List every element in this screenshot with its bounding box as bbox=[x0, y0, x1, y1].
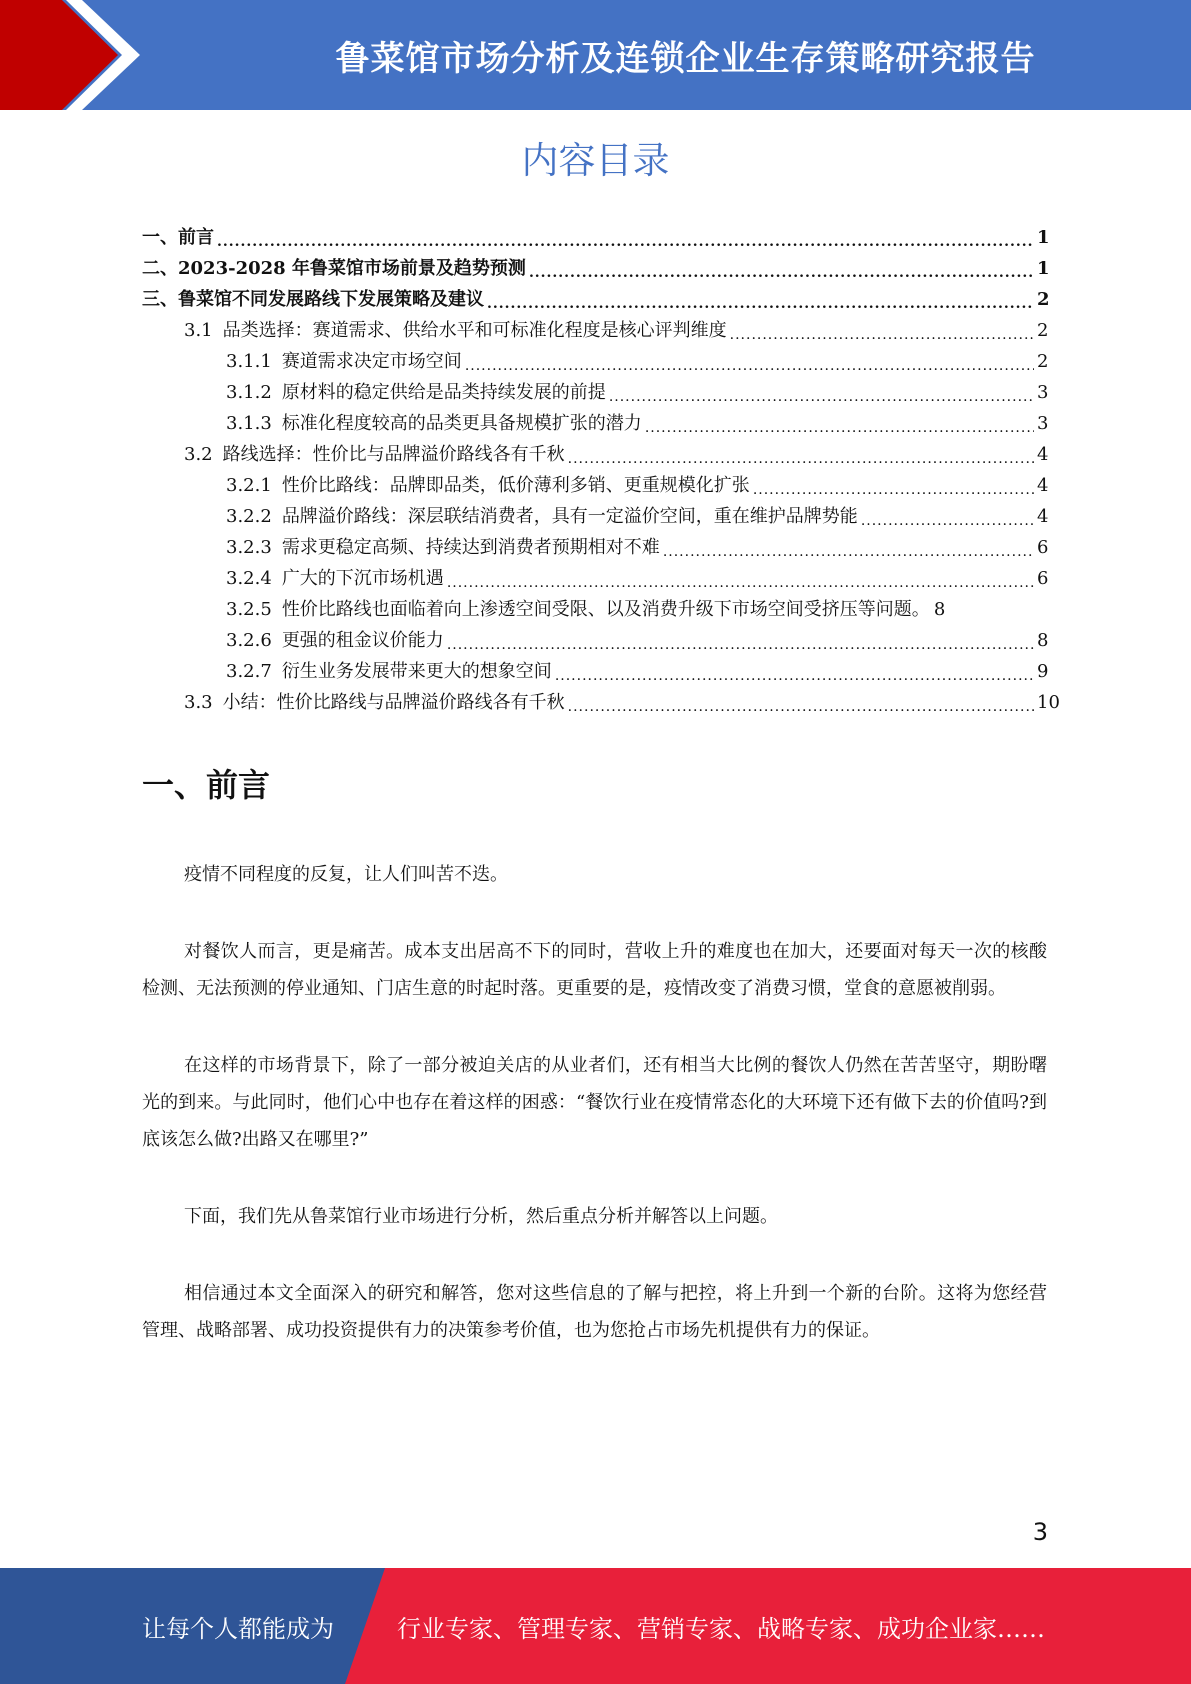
toc-entry-text: 更强的租金议价能力 bbox=[281, 630, 444, 651]
toc-entry[interactable] bbox=[142, 439, 1047, 470]
toc-entry-number: 3.3 bbox=[184, 692, 213, 713]
toc-page-number: 2 bbox=[1037, 351, 1049, 372]
paragraph: 在这样的市场背景下，除了一部分被迫关店的从业者们，还有相当大比例的餐饮人仍然在苦苦坚守，期盼曙光的到来。与此同时，他们心中也存在着这样的困惑：“餐饮行业在疫情常态化的大环境下还有做下去的价值吗?到底该怎么做?出路又在哪里?” bbox=[142, 1055, 1047, 1150]
toc-leader-dots bbox=[568, 448, 1034, 470]
toc-leader-dots bbox=[568, 696, 1034, 718]
toc-leader-dots bbox=[645, 417, 1034, 439]
toc-entry-text: 品牌溢价路线：深层联结消费者，具有一定溢价空间，重在维护品牌势能 bbox=[281, 506, 858, 527]
toc-title: 内容目录 bbox=[521, 139, 670, 182]
toc-page-number: 1 bbox=[1037, 258, 1050, 279]
toc-entry-text: 路线选择：性价比与品牌溢价路线各有千秋 bbox=[222, 444, 565, 465]
toc-entry-number: 3.1.1 bbox=[226, 351, 272, 372]
paragraph: 疫情不同程度的反复，让人们叫苦不迭。 bbox=[184, 864, 508, 885]
toc-leader-dots bbox=[487, 293, 1034, 315]
header-chevron-decoration bbox=[0, 0, 160, 110]
toc-leader-dots bbox=[730, 324, 1034, 346]
toc-page-number: 6 bbox=[1037, 537, 1049, 558]
page-number: 3 bbox=[1032, 1518, 1048, 1546]
toc-entry[interactable] bbox=[142, 501, 1047, 532]
toc-entry-text: 衍生业务发展带来更大的想象空间 bbox=[281, 661, 552, 682]
table-of-contents bbox=[142, 222, 1060, 718]
toc-entry-number: 3.2 bbox=[184, 444, 213, 465]
toc-entry[interactable] bbox=[142, 470, 1047, 501]
toc-leader-dots bbox=[753, 479, 1034, 501]
toc-entry-text: 二、2023-2028 年鲁菜馆市场前景及趋势预测 bbox=[142, 258, 526, 279]
toc-entry-number: 3.1 bbox=[184, 320, 213, 341]
toc-entry-text: 小结：性价比路线与品牌溢价路线各有千秋 bbox=[222, 692, 565, 713]
toc-page-number: 2 bbox=[1037, 320, 1049, 341]
toc-entry-text: 原材料的稳定供给是品类持续发展的前提 bbox=[281, 382, 606, 403]
toc-entry[interactable] bbox=[142, 687, 1060, 718]
toc-entry[interactable] bbox=[142, 408, 1047, 439]
toc-entry-text: 三、鲁菜馆不同发展路线下发展策略及建议 bbox=[142, 289, 484, 310]
toc-entry-text: 一、前言 bbox=[142, 227, 214, 248]
toc-leader-dots bbox=[447, 634, 1034, 656]
toc-entry[interactable] bbox=[142, 284, 1050, 315]
toc-leader-dots bbox=[529, 262, 1034, 284]
paragraph: 下面，我们先从鲁菜馆行业市场进行分析，然后重点分析并解答以上问题。 bbox=[184, 1206, 778, 1227]
toc-entry-text: 广大的下沉市场机遇 bbox=[281, 568, 444, 589]
section-body bbox=[142, 856, 1047, 1389]
toc-page-number: 8 bbox=[933, 599, 946, 620]
toc-page-number: 6 bbox=[1037, 568, 1049, 589]
toc-entry[interactable] bbox=[142, 346, 1047, 377]
toc-entry[interactable] bbox=[142, 315, 1047, 346]
toc-page-number: 1 bbox=[1037, 227, 1050, 248]
toc-entry-number: 3.2.1 bbox=[226, 475, 272, 496]
report-title: 鲁菜馆市场分析及连锁企业生存策略研究报告 bbox=[335, 38, 1036, 79]
toc-page-number: 10 bbox=[1037, 692, 1060, 713]
toc-page-number: 4 bbox=[1037, 475, 1049, 496]
toc-entry-number: 3.2.4 bbox=[226, 568, 272, 589]
toc-leader-dots bbox=[465, 355, 1034, 377]
toc-entry-number: 3.2.7 bbox=[226, 661, 272, 682]
toc-leader-dots bbox=[555, 665, 1034, 687]
toc-entry[interactable] bbox=[142, 563, 1047, 594]
paragraph: 相信通过本文全面深入的研究和解答，您对这些信息的了解与把控，将上升到一个新的台阶。这将为您经营管理、战略部署、成功投资提供有力的决策参考价值，也为您抢占市场先机提供有力的保证。 bbox=[142, 1283, 1047, 1341]
toc-entry[interactable] bbox=[142, 594, 1047, 625]
toc-entry[interactable] bbox=[142, 625, 1047, 656]
toc-leader-dots bbox=[861, 510, 1034, 532]
footer-slogan-left: 让每个人都能成为 bbox=[142, 1614, 334, 1643]
toc-entry-number: 3.1.3 bbox=[226, 413, 272, 434]
toc-page-number: 4 bbox=[1037, 444, 1049, 465]
toc-entry-text: 品类选择：赛道需求、供给水平和可标准化程度是核心评判维度 bbox=[222, 320, 727, 341]
toc-entry-text: 性价比路线：品牌即品类，低价薄利多销、更重规模化扩张 bbox=[281, 475, 750, 496]
toc-entry-text: 需求更稳定高频、持续达到消费者预期相对不难 bbox=[281, 537, 660, 558]
toc-page-number: 8 bbox=[1037, 630, 1049, 651]
toc-entry-text: 标准化程度较高的品类更具备规模扩张的潜力 bbox=[281, 413, 642, 434]
toc-entry-number: 3.2.6 bbox=[226, 630, 272, 651]
toc-page-number: 3 bbox=[1037, 382, 1049, 403]
toc-page-number: 2 bbox=[1037, 289, 1050, 310]
paragraph: 对餐饮人而言，更是痛苦。成本支出居高不下的同时，营收上升的难度也在加大，还要面对每天一次的核酸检测、无法预测的停业通知、门店生意的时起时落。更重要的是，疫情改变了消费习惯，堂食的意愿被削弱。 bbox=[142, 941, 1047, 999]
toc-leader-dots bbox=[217, 231, 1034, 253]
toc-entry-number: 3.1.2 bbox=[226, 382, 272, 403]
section-heading: 一、前言 bbox=[142, 766, 271, 804]
toc-page-number: 3 bbox=[1037, 413, 1049, 434]
toc-page-number: 9 bbox=[1037, 661, 1049, 682]
toc-entry[interactable] bbox=[142, 377, 1047, 408]
toc-entry-number: 3.2.3 bbox=[226, 537, 272, 558]
toc-entry[interactable] bbox=[142, 656, 1047, 687]
footer-banner bbox=[0, 1568, 1191, 1684]
toc-entry-text: 赛道需求决定市场空间 bbox=[281, 351, 462, 372]
toc-entry-text: 性价比路线也面临着向上渗透空间受限、以及消费升级下市场空间受挤压等问题。 bbox=[281, 599, 930, 620]
toc-page-number: 4 bbox=[1037, 506, 1049, 527]
toc-leader-dots bbox=[609, 386, 1034, 408]
toc-entry-number: 3.2.2 bbox=[226, 506, 272, 527]
toc-leader-dots bbox=[447, 572, 1034, 594]
toc-entry-number: 3.2.5 bbox=[226, 599, 272, 620]
toc-entry[interactable] bbox=[142, 532, 1047, 563]
header-banner bbox=[0, 0, 1191, 110]
toc-entry[interactable] bbox=[142, 222, 1050, 253]
toc-entry[interactable] bbox=[142, 253, 1050, 284]
toc-leader-dots bbox=[663, 541, 1034, 563]
footer-slogan-right: 行业专家、管理专家、营销专家、战略专家、成功企业家…… bbox=[397, 1614, 1045, 1643]
